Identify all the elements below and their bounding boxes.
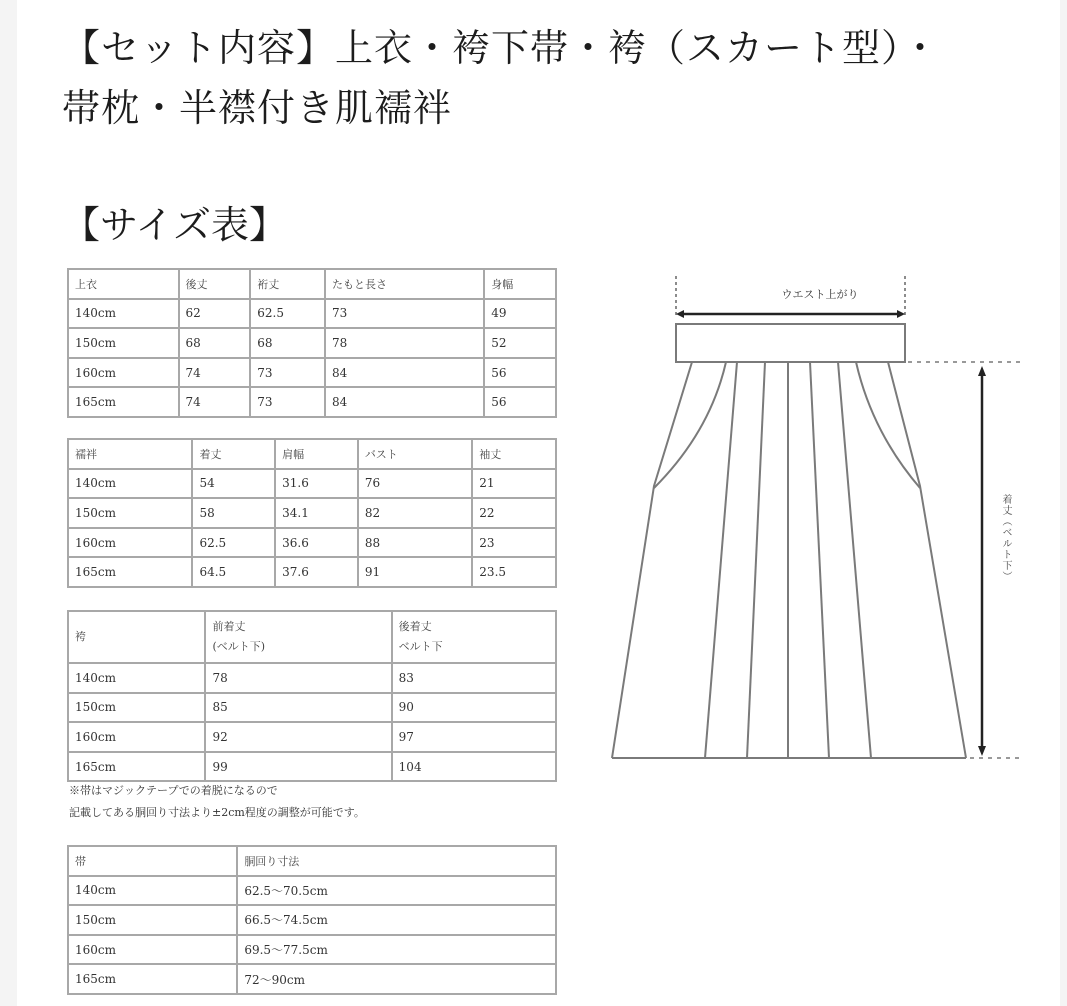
- table-cell: 56: [484, 387, 556, 417]
- table-cell: 56: [484, 358, 556, 388]
- table-cell: 99: [205, 752, 391, 782]
- table-header-cell: [205, 611, 391, 663]
- table-header-cell: 帯: [68, 846, 237, 876]
- table-cell: 22: [472, 498, 556, 528]
- table-cell: 165cm: [68, 557, 192, 587]
- table-row: [68, 693, 556, 723]
- table-header-cell: 着丈: [192, 439, 275, 469]
- table-header-cell: 後丈: [179, 269, 251, 299]
- table-cell: 140cm: [68, 299, 179, 329]
- table-header-cell: 襦袢: [68, 439, 192, 469]
- table-cell: 84: [325, 387, 484, 417]
- table-header-cell: 上衣: [68, 269, 179, 299]
- table-cell: 21: [472, 469, 556, 499]
- table-cell: 140cm: [68, 663, 205, 693]
- table-row: [68, 935, 556, 965]
- table-cell: 73: [325, 299, 484, 329]
- table-cell: 160cm: [68, 358, 179, 388]
- table-cell: 36.6: [275, 528, 358, 558]
- table-row: [68, 722, 556, 752]
- jacket-size-table: [67, 268, 557, 418]
- table-cell: 78: [325, 328, 484, 358]
- obi-adjustment-note: [69, 780, 365, 824]
- table-cell: 37.6: [275, 557, 358, 587]
- table-cell: 74: [179, 387, 251, 417]
- table-row: [68, 876, 556, 906]
- table-row: [68, 905, 556, 935]
- table-header-row: [68, 846, 556, 876]
- table-cell: 78: [205, 663, 391, 693]
- table-header-cell: 肩幅: [275, 439, 358, 469]
- table-cell: 91: [358, 557, 472, 587]
- note-line: 記載してある胴回り寸法より±2cm程度の調整が可能です。: [69, 806, 365, 819]
- hakama-skirt-illustration: [600, 262, 1060, 782]
- table-cell: 64.5: [192, 557, 275, 587]
- table-header-cell: 袴: [68, 611, 205, 663]
- underwear-size-table: [67, 438, 557, 588]
- table-cell: 49: [484, 299, 556, 329]
- table-header-cell: たもと長さ: [325, 269, 484, 299]
- length-measurement-label: 着丈（ベルト下）: [1000, 494, 1011, 582]
- header-main-label: 後着丈: [398, 620, 432, 633]
- table-cell: 83: [392, 663, 556, 693]
- table-cell: 88: [358, 528, 472, 558]
- table-cell: 84: [325, 358, 484, 388]
- table-cell: 140cm: [68, 876, 237, 906]
- table-cell: 92: [205, 722, 391, 752]
- table-cell: 165cm: [68, 964, 237, 994]
- table-cell: 160cm: [68, 722, 205, 752]
- table-cell: 58: [192, 498, 275, 528]
- table-row: [68, 469, 556, 499]
- table-row: [68, 752, 556, 782]
- table-cell: 52: [484, 328, 556, 358]
- table-cell: 34.1: [275, 498, 358, 528]
- table-cell: 90: [392, 693, 556, 723]
- table-cell: 150cm: [68, 328, 179, 358]
- table-cell: 140cm: [68, 469, 192, 499]
- hakama-measurement-diagram: [600, 262, 1060, 782]
- table-cell: 69.5〜77.5cm: [237, 935, 556, 965]
- header-sub-label: ベルト下: [398, 640, 443, 653]
- table-row: [68, 328, 556, 358]
- table-row: [68, 663, 556, 693]
- table-cell: 72〜90cm: [237, 964, 556, 994]
- table-cell: 66.5〜74.5cm: [237, 905, 556, 935]
- note-line: ※帯はマジックテープでの着脱になるので: [69, 784, 278, 797]
- product-description-page: [17, 0, 1060, 1006]
- table-cell: 85: [205, 693, 391, 723]
- table-header-row: [68, 269, 556, 299]
- table-row: [68, 964, 556, 994]
- table-cell: 160cm: [68, 935, 237, 965]
- table-cell: 165cm: [68, 752, 205, 782]
- table-cell: 68: [179, 328, 251, 358]
- table-cell: 150cm: [68, 693, 205, 723]
- table-cell: 73: [250, 387, 325, 417]
- obi-size-table: [67, 845, 557, 995]
- table-header-cell: バスト: [358, 439, 472, 469]
- table-cell: 31.6: [275, 469, 358, 499]
- header-main-label: 前着丈: [212, 620, 246, 633]
- table-row: [68, 299, 556, 329]
- table-cell: 73: [250, 358, 325, 388]
- table-cell: 68: [250, 328, 325, 358]
- table-cell: 62.5〜70.5cm: [237, 876, 556, 906]
- table-cell: 54: [192, 469, 275, 499]
- table-header-cell: 胴回り寸法: [237, 846, 556, 876]
- table-cell: 160cm: [68, 528, 192, 558]
- table-row: [68, 387, 556, 417]
- table-row: [68, 498, 556, 528]
- table-cell: 74: [179, 358, 251, 388]
- table-cell: 97: [392, 722, 556, 752]
- table-header-row: [68, 611, 556, 663]
- table-cell: 82: [358, 498, 472, 528]
- table-row: [68, 358, 556, 388]
- hakama-size-table: [67, 610, 557, 782]
- table-cell: 104: [392, 752, 556, 782]
- table-header-cell: 袖丈: [472, 439, 556, 469]
- table-row: [68, 528, 556, 558]
- header-sub-label: (ベルト下): [212, 640, 266, 653]
- table-cell: 76: [358, 469, 472, 499]
- table-cell: 150cm: [68, 905, 237, 935]
- waist-measurement-label: ウエスト上がり: [781, 288, 859, 301]
- table-header-cell: 身幅: [484, 269, 556, 299]
- table-header-cell: [392, 611, 556, 663]
- size-chart-heading: 【サイズ表】: [62, 203, 287, 247]
- table-cell: 150cm: [68, 498, 192, 528]
- table-cell: 62.5: [192, 528, 275, 558]
- table-cell: 165cm: [68, 387, 179, 417]
- table-cell: 62: [179, 299, 251, 329]
- table-header-row: [68, 439, 556, 469]
- set-contents-title: 【セット内容】上衣・袴下帯・袴（スカート型）・帯枕・半襟付き肌襦袢: [62, 26, 941, 130]
- table-header-cell: 裄丈: [250, 269, 325, 299]
- table-cell: 23: [472, 528, 556, 558]
- table-row: [68, 557, 556, 587]
- table-cell: 23.5: [472, 557, 556, 587]
- table-cell: 62.5: [250, 299, 325, 329]
